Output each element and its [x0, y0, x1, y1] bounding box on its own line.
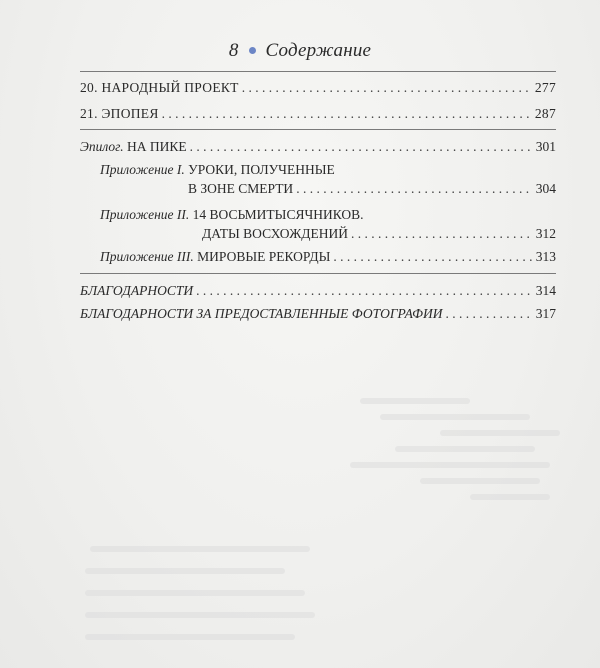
toc-entry-appendix-3 [100, 249, 556, 265]
appendix-title-line2: ДАТЫ ВОСХОЖДЕНИЙ [202, 226, 349, 241]
appendix-title-line1: УРОКИ, ПОЛУЧЕННЫЕ [188, 162, 335, 177]
appendix-prefix: Приложение I. [100, 162, 185, 177]
toc-entry-appendix-2 [202, 226, 556, 242]
appendix-title-line1: 14 ВОСЬМИТЫСЯЧНИКОВ. [192, 207, 364, 222]
toc-entry-label: БЛАГОДАРНОСТИ [80, 283, 194, 298]
appendix-title-line2: В ЗОНЕ СМЕРТИ [188, 181, 294, 196]
leader-dots [162, 106, 532, 122]
leader-dots [242, 80, 532, 96]
toc-entry-page: 287 [534, 106, 556, 121]
page-number: 8 [228, 40, 239, 61]
toc-entry-epilogue [80, 139, 556, 155]
toc-entry-photo-credits [80, 306, 556, 322]
toc-entry-page: 277 [534, 80, 556, 95]
toc-entry-chapter-21 [80, 106, 556, 122]
toc-entry-label: 20. НАРОДНЫЙ ПРОЕКТ [80, 80, 239, 95]
epilogue-prefix: Эпилог. [80, 139, 124, 154]
toc-entry-acknowledgements [80, 283, 556, 299]
appendix-prefix: Приложение III. [100, 249, 194, 264]
page-header [0, 40, 600, 62]
leader-dots [296, 181, 533, 197]
divider-top [80, 71, 556, 72]
bullet-dot-icon [249, 47, 256, 54]
toc-entry-chapter-20 [80, 80, 556, 96]
toc-entry-page: 313 [535, 249, 556, 264]
toc-entry-label [100, 249, 330, 265]
toc-entry-appendix-1 [188, 181, 556, 197]
toc-entry-appendix-2-line1 [100, 207, 364, 223]
divider-after-chapters [80, 129, 556, 130]
leader-dots [351, 226, 533, 242]
leader-dots [196, 283, 533, 299]
toc-entry-label: 21. ЭПОПЕЯ [80, 106, 159, 121]
toc-entry-label [80, 139, 187, 155]
toc-entry-page: 312 [535, 226, 556, 241]
appendix-title: МИРОВЫЕ РЕКОРДЫ [197, 249, 331, 264]
toc-entry-page: 314 [535, 283, 556, 298]
leader-dots [333, 249, 532, 265]
epilogue-title: НА ПИКЕ [126, 139, 187, 154]
toc-entry-appendix-1-line1 [100, 162, 335, 178]
leader-dots [446, 306, 533, 322]
leader-dots [190, 139, 533, 155]
toc-entry-label: БЛАГОДАРНОСТИ ЗА ПРЕДОСТАВЛЕННЫЕ ФОТОГРАФИИ [80, 306, 443, 321]
toc-entry-page: 317 [535, 306, 556, 321]
toc-entry-page: 304 [535, 181, 556, 196]
page-title: Содержание [265, 40, 372, 61]
divider-after-appendices [80, 273, 556, 274]
appendix-prefix: Приложение II. [100, 207, 190, 222]
toc-entry-page: 301 [535, 139, 556, 154]
